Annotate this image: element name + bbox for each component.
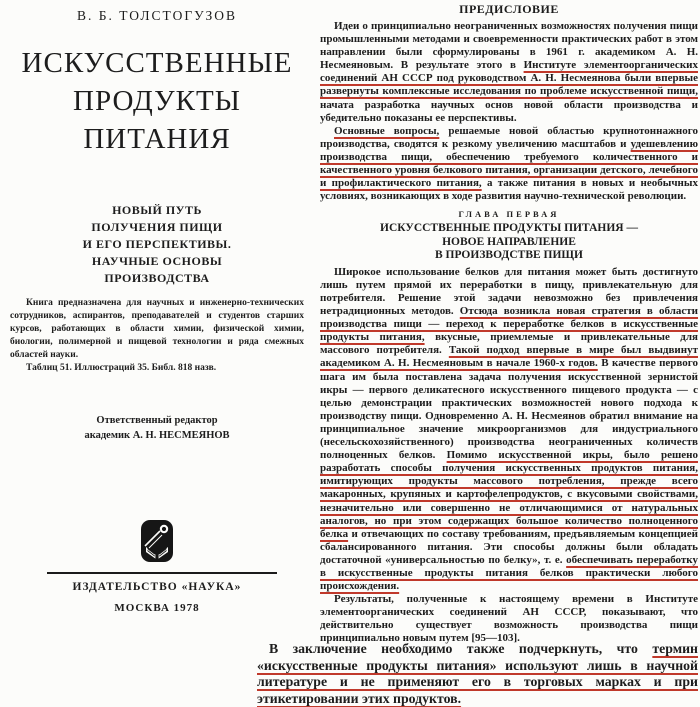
title-page <box>0 0 314 700</box>
paragraph <box>257 641 698 707</box>
red-underlined-text: Помимо искусственной икры, было решено разработать способы получения искусственных продуктов питания, имитирующих продукты массового потребления, прежде всего макаронных, крупяных и картофелепродуктов, с вкусовыми свойствами, незначительно или совершенно не отличающимися от натуральных аналогов, но при этом содержащих большое количество полноценного белка <box>320 449 698 540</box>
book-subtitle <box>0 202 314 287</box>
subtitle-line: НОВЫЙ ПУТЬ <box>112 203 202 217</box>
conclusion-note <box>257 641 698 707</box>
editor-block <box>0 413 314 443</box>
red-underlined-text: термин «искусственные продукты питания» используют лишь в научной литературе и не применяют его в торговых марках и при этикетировании этих продуктов. <box>257 641 698 706</box>
chapter-title-line: НОВОЕ НАПРАВЛЕНИЕ <box>442 235 576 248</box>
red-underlined-text: Основные вопросы, <box>334 124 440 137</box>
book-title-line: ПИТАНИЯ <box>83 123 231 155</box>
text-run: В заключение необходимо также подчеркнуть, что <box>269 641 653 656</box>
publisher-name: ИЗДАТЕЛЬСТВО «НАУКА» <box>72 581 242 593</box>
paragraph <box>320 20 698 125</box>
chapter-title-line: В ПРОИЗВОДСТВЕ ПИЩИ <box>434 249 584 262</box>
text-run: начата разработка научных основ новой области производства и убедительно показаны ее перспективы. <box>320 98 698 124</box>
paragraph <box>320 266 698 593</box>
book-title <box>0 44 314 158</box>
text-run: Идеи о принципиально неограниченных возможностях получения пищи промышленными методами и своевременности практических работ в этом направлении были сформулированы в 1961 г. академиком А. Н. Несмеяновым. В результате этого в <box>320 20 698 72</box>
book-annotation <box>10 297 304 375</box>
chapter-title-line: ИСКУССТВЕННЫЕ ПРОДУКТЫ ПИТАНИЯ — <box>380 222 638 235</box>
text-run: вкусные, приемлемые и привлекательные для массового потребителя. <box>320 331 698 357</box>
chapter-paragraphs <box>320 266 698 646</box>
red-underlined-text: удешевлению производства пищи, обеспечению требуемого количественного и качественного уровня белкового питания, организации детского, лечебного и профилактического питания, <box>320 137 698 190</box>
text-run: решаемые новой областью крупнотоннажного производства, сводятся к резкому увеличению масштабов и <box>320 124 698 150</box>
preface-heading: ПРЕДИСЛОВИЕ <box>459 2 559 16</box>
chapter-label: ГЛАВА ПЕРВАЯ <box>458 209 560 220</box>
subtitle-line: И ЕГО ПЕРСПЕКТИВЫ. <box>82 237 232 251</box>
text-run: и отвечающих по составу требованиям, предъявляемым концепцией сбалансированного питания. Эти способы должны были обладать достаточной «универсальностью по белку», т. е. <box>320 527 698 566</box>
author-name: В. Б. ТОЛСТОГУЗОВ <box>76 8 238 23</box>
text-page <box>320 0 698 646</box>
editor-role: Ответственный редактор <box>96 415 218 426</box>
annotation-stats: Таблиц 51. Иллюстраций 35. Библ. 818 назв. <box>26 363 217 373</box>
book-title-line: ПРОДУКТЫ <box>73 85 241 117</box>
imprint-divider <box>47 572 277 574</box>
annotation-text: Книга предназначена для научных и инженерно-технических сотрудников, аспирантов, преподавателей и студентов старших курсов, работающих в области химии, физической химии, биологии, полимерной и пищевой технологии и ряда смежных областей науки. <box>10 298 304 360</box>
red-underlined-text: Отсюда возникла новая стратегия в области производства пищи — переход к переработке белков в искусственные продукты питания, <box>320 305 699 344</box>
nauka-publisher-logo-icon <box>140 550 174 567</box>
red-underlined-text: Такой подход впервые в мире был выдвинут академиком А. Н. Несмеяновым в начале 1960-х годов. <box>320 344 698 370</box>
editor-name: академик А. Н. НЕСМЕЯНОВ <box>84 430 230 441</box>
text-run: В качестве первого шага им была поставлена задача получения искусственной зернистой икры — первого деликатесного искусственного пищевого продукта — с целью демонстрации практических возможностей нового подхода к производству пищи. Одновременно А. Н. Несмеянов обратил внимание на принципиальное значение микроорганизмов для индустриального (несельскохозяйственного) производства неограниченных количеств полноценных белков. <box>320 357 698 462</box>
text-run: а также питания в новых и необычных условиях, возникающих в ходе развития научно-технической революции. <box>320 177 698 203</box>
text-run: Результаты, полученные к настоящему времени в Институте элементоорганических соединений АН СССР, показывают, что действительно существует возможность производства пищи принципиально новым путем [95—103]. <box>320 593 698 645</box>
paragraph <box>320 593 698 645</box>
red-underlined-text: Институте элементоорганических соединений АН СССР под руководством А. Н. Несмеянова были впервые развернуты комплексные исследования по проблеме искусственной пищи, <box>320 59 698 98</box>
city-and-year: МОСКВА 1978 <box>114 602 200 614</box>
preface-paragraphs <box>320 20 698 203</box>
chapter-title <box>320 222 698 263</box>
red-underlined-text: обеспечивать переработку в искусственные продукты питания белков практически любого происхождения. <box>320 553 698 593</box>
subtitle-line: ПОЛУЧЕНИЯ ПИЩИ <box>91 220 223 234</box>
book-title-line: ИСКУССТВЕННЫЕ <box>21 47 293 79</box>
paragraph <box>320 125 698 204</box>
publisher-logo-wrap <box>0 519 314 568</box>
text-run: Широкое использование белков для питания может быть достигнуто лишь путем прямой их переработки в пищу, привлекательную для потребителя. Решение этой задачи невозможно без привлечения нетрадиционных методов. <box>320 265 698 318</box>
subtitle-line: ПРОИЗВОДСТВА <box>104 271 210 285</box>
subtitle-line: НАУЧНЫЕ ОСНОВЫ <box>91 254 223 268</box>
